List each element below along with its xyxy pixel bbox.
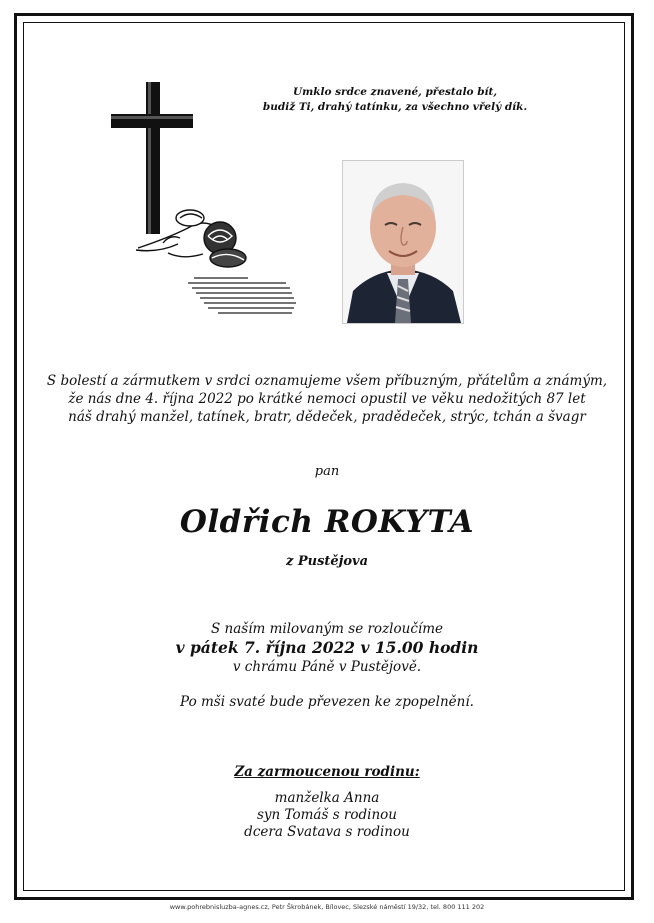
- farewell-date: v pátek 7. října 2022 v 15.00 hodin: [175, 638, 479, 657]
- farewell-info: [0, 620, 654, 676]
- announcement-text: [40, 372, 614, 426]
- announcement-line-2: že nás dne 4. října 2022 po krátké nemoci opustil ve věku nedožitých 87 let: [68, 391, 586, 407]
- farewell-line-1: S naším milovaným se rozloučíme: [211, 621, 443, 637]
- family-members: [0, 790, 654, 841]
- cross-illustration: [108, 78, 308, 323]
- family-member: manželka Anna: [274, 790, 380, 806]
- salutation: pan: [314, 464, 340, 479]
- family-member: syn Tomáš s rodinou: [257, 807, 397, 823]
- family-heading: Za zarmoucenou rodinu:: [234, 764, 420, 780]
- announcement-line-1: S bolestí a zármutkem v srdci oznamujeme všem příbuzným, přátelům a známým,: [46, 373, 608, 389]
- verse-line-1: Umklo srdce znavené, přestalo bít,: [292, 86, 498, 98]
- footer-imprint: www.pohrebnisluzba-agnes.cz, Petr Škrobánek, Bílovec, Slezské náměstí 19/32, tel. 800 111 202: [169, 903, 485, 911]
- announcement-line-3: náš drahý manžel, tatínek, bratr, dědeček, pradědeček, strýc, tchán a švagr: [68, 409, 586, 425]
- farewell-place: v chrámu Páně v Pustějově.: [232, 659, 422, 675]
- cross-icon: [108, 78, 308, 323]
- family-member: dcera Svatava s rodinou: [244, 824, 410, 840]
- deceased-name: Oldřich ROKYTA: [179, 504, 475, 540]
- verse-line-2: budiž Ti, drahý tatínku, za všechno vřelý dík.: [262, 101, 528, 113]
- deceased-origin: z Pustějova: [285, 554, 369, 569]
- portrait-image: [343, 161, 463, 323]
- cremation-note: Po mši svaté bude převezen ke zpopelnění.: [180, 694, 474, 710]
- portrait-photo: [342, 160, 464, 324]
